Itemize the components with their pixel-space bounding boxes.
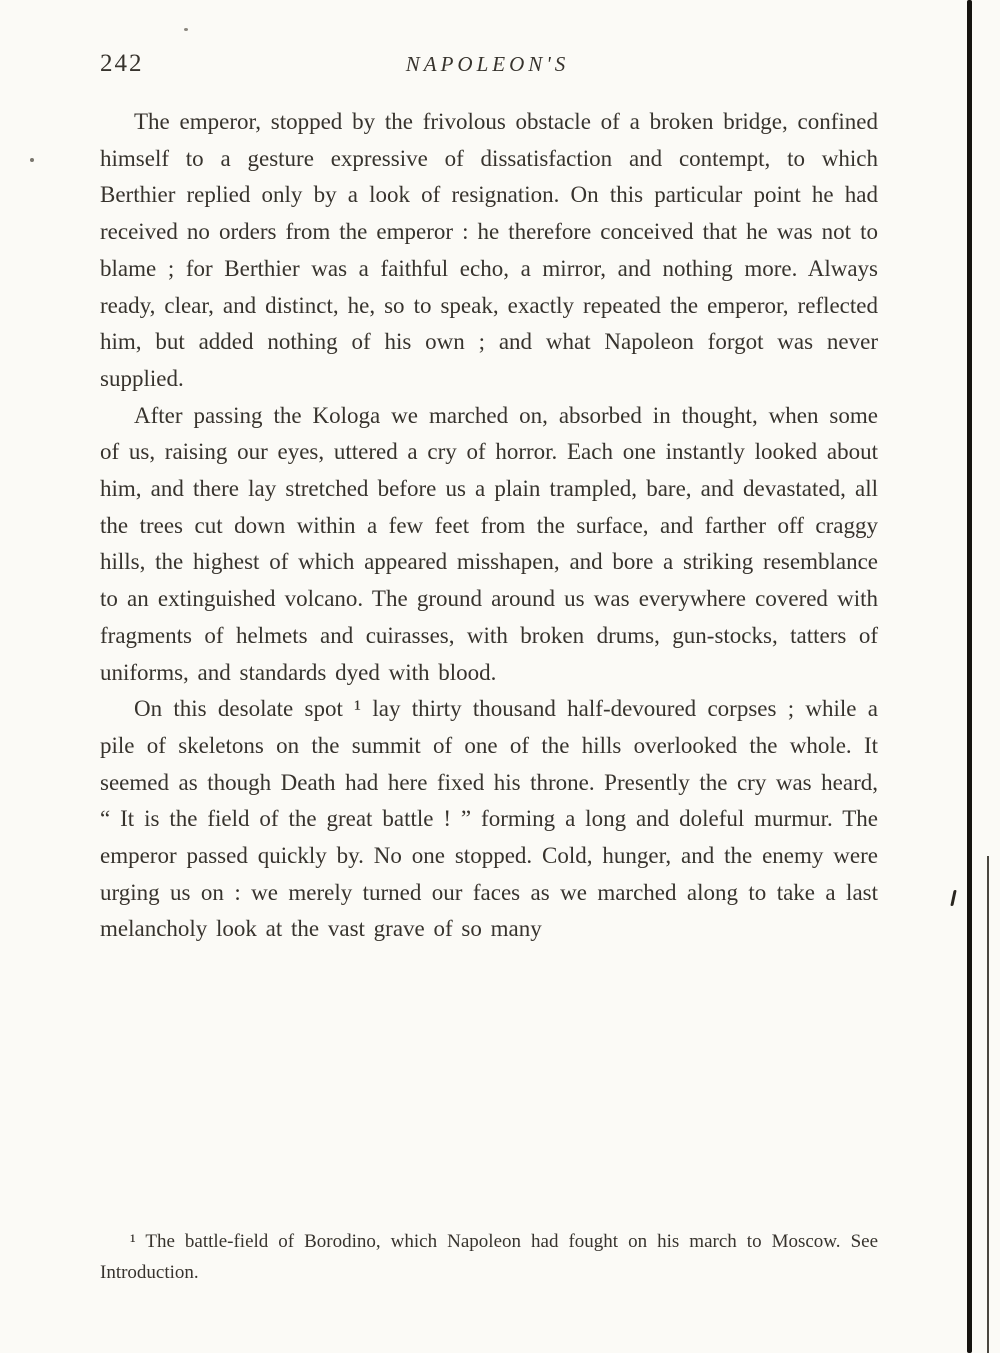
scan-speck <box>184 28 188 31</box>
body-text <box>100 104 878 948</box>
running-title: NAPOLEON'S <box>405 52 570 76</box>
scan-mark <box>950 890 956 906</box>
paragraph-2: After passing the Kologa we marched on, absorbed in thought, when some of us, raising our eyes, uttered a cry of horror. Each one instantly looked about him, and there lay stretched before us a plain trampled, bare, and devastated, all the trees cut down within a few feet from the surface, and farther off craggy hills, the highest of which appeared misshapen, and bore a striking resemblance to an extinguished volcano. The ground around us was everywhere covered with fragments of helmets and cuirasses, with broken drums, gun-stocks, tatters of uniforms, and standards dyed with blood. <box>100 402 878 685</box>
binding-mark-thin <box>987 856 989 1353</box>
binding-mark <box>967 0 972 1353</box>
footnote-text: ¹ The battle-field of Borodino, which Napoleon had fought on his march to Moscow. See Introduction. <box>100 1231 878 1283</box>
footnote <box>100 1226 878 1288</box>
scan-speck <box>30 158 34 162</box>
page-number: 242 <box>100 50 144 77</box>
paragraph-3: On this desolate spot ¹ lay thirty thousand half-devoured corpses ; while a pile of skeletons on the summit of one of the hills overlooked the whole. It seemed as though Death had here fixed his throne. Presently the cry was heard, “ It is the field of the great battle ! ” forming a long and doleful murmur. The emperor passed quickly by. No one stopped. Cold, hunger, and the enemy were urging us on : we merely turned our faces as we marched along to take a last melancholy look at the vast grave of so many <box>100 696 878 942</box>
page-header <box>100 50 875 78</box>
paragraph-1: The emperor, stopped by the frivolous obstacle of a broken bridge, confined himself to a gesture expressive of dissatisfaction and contempt, to which Berthier replied only by a look of resignation. On this particular point he had received no orders from the emperor : he therefore conceived that he was not to blame ; for Berthier was a faithful echo, a mirror, and nothing more. Always ready, clear, and distinct, he, so to speak, exactly repeated the emperor, reflected him, but added nothing of his own ; and what Napoleon forgot was never supplied. <box>100 109 878 391</box>
